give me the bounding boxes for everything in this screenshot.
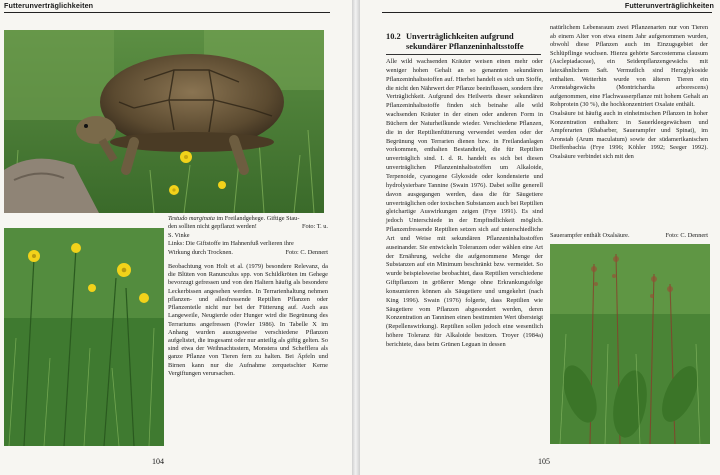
sorrel-credit: Foto: C. Dennert xyxy=(665,232,708,239)
sorrel-caption-text: Sauerampfer enthält Oxalsäure. xyxy=(550,232,630,239)
right-page xyxy=(360,0,720,475)
sorrel-photo xyxy=(550,244,710,444)
tortoise-illustration xyxy=(4,30,324,213)
section-number: 10.2 xyxy=(386,32,401,41)
right-column-1-text: Alle wild wachsenden Kräuter weisen einen mehr oder weniger hohen Gehalt an so genannten sekundären Pflanzeninhaltsstoffen auf. Hierbei handelt es sich um Stoffe, die nicht den Nährwert der Pflanze beeinflussen, sondern ihre Verträglichkeit. Aufgrund des Heilwerts dieser sekundären Pflanzeninhaltsstoffe finden sich beinahe alle wild wachsenden Kräuter in der einen oder anderen Form in Büchern der Naturheilkunde wieder. Verschiedene Pflanzen, die in der Reptilienfütterung verwendet werden oder der Begrünung von Terrarien dienen bzw. in Freilandanlagen vorkommen, enthalten Bestandteile, die für Reptilien unverträglich sind. I. d. R. handelt es sich bei diesen unverträglichen Pflanzeninhaltsstoffen um Alkaloide, Terpenoide, cyanogene Glykoside oder kondensierte und hydrolysierbare Tannine (Swain 1976). Dabei sollte generell davon ausgegangen werden, dass die für Säugetiere unverträglichen oder toxischen Substanzen auch bei Reptilien gleichartige Auswirkungen zeigen (Frye 1991). Es sind jedoch Unterschiede in der Empfindlichkeit möglich. Pflanzenfressende Reptilien setzen sich auf unterschiedliche Art und Weise mit sekundären Pflanzeninhaltsstoffen auseinander. Sie entwickeln Toleranzen oder wählen eine Art der Ernährung, welche die aufgenommene Menge der Substanzen auf ein Minimum beschränkt bzw. vermeidet. So wurde beispielsweise beobachtet, dass Reptilien verschiedene Giftpflanzen in größerer Menge ohne Erkrankungsfolge konsumieren können als Säugetiere und umgekehrt (nach King 1996). Swain (1976) folgerte, dass Reptilien wie Säugetiere vom Pflanzen abgesondert werden, deren Konzentration an Tanninen einen bestimmten Wert übersteigt (Repellenswirkung). Reptilien sollen jedoch eine wesentlich höhere Toleranz für Alkaloide besitzen. Troyer (1984a) berichtete, dass beim Grünen Leguan in dessen xyxy=(386,58,543,348)
running-head-right: Futterunverträglichkeiten xyxy=(624,1,714,10)
section-title-line2: sekundärer Pflanzeninhaltsstoffe xyxy=(406,42,524,51)
header-rule-left xyxy=(4,12,330,13)
left-body-text: Beobachtung von Holt et al. (1979) besondere Relevanz, da die Blüten von Ranunculus spp. von Schildkröten im Gehege bevorzugt gefressen und von den Haltern häufig als besondere Leckerbissen angesehen werden. In Terrarienhaltung nehmen pflanzen- und allesfressende Reptilien Pflanzen oder Pflanzenteile nicht nur bei der Fütterung auf. Auch aus Langeweile, Neugierde oder Hunger wird die Begrünung des Terrariums angefressen (Fowler 1986). In Tabelle X im Anhang wurden auszugsweise verschiedene Pflanzen aufgelistet, die insgesamt oder nur anteilig als giftig gelten. So sind etwa der Weihnachtsstern, Monstera und Schefflera als ganze Pflanze von Tieren fern zu halten. Bei Äpfeln und Birnen kann nur die Aufnahme zerquetschter Kerne Vergiftungen verursachen. xyxy=(168,263,328,377)
section-heading xyxy=(386,32,541,52)
tortoise-caption: Testudo marginata im Freilandgehege. Giftige Stau- den sollten nicht gepflanzt werden! Foto: T. u. S. Vinke Links: Die Giftstoffe im Hahnenfuß verlieren ihre Wirkung durch Trocknen. Foto: C. Dennert xyxy=(168,215,328,256)
caption-credit-2: Foto: C. Dennert xyxy=(285,248,328,256)
left-page xyxy=(0,0,352,475)
running-head-left: Futterunverträglichkeiten xyxy=(4,1,94,10)
sorrel-illustration xyxy=(550,244,710,444)
tortoise-photo xyxy=(4,30,324,213)
right-column-2-text: natürlichem Lebensraum zwei Pflanzenarten nur von Tieren ab einem Alter von etwa einem Jahr aufgenommen wurden, obwohl diese Pflanzen auch im Einzugsgebiet der Schlüpflinge wuchsen. Hierzu gehörte Sarcostemma clausum (Asclepiadaceae), ein Seidenpflanzengewächs mit latexähnlichem Saft. Vermutlich sind Herzglykoside enthalten. Weiterhin wurde von älteren Tieren ein Aronstabgewächs (Montrichardia arborescens) aufgenommen, eine Flachwasserpflanze mit hohem Gehalt an Rohprotein (30 %), die hochkonzentriert Oxalate enthält. xyxy=(550,24,708,109)
left-body-column xyxy=(168,263,328,378)
header-rule-right xyxy=(382,12,712,13)
buttercup-photo xyxy=(4,228,164,446)
caption-species: Testudo marginata xyxy=(168,215,215,222)
page-number-right: 105 xyxy=(538,457,550,466)
page-number-left: 104 xyxy=(152,457,164,466)
book-gutter xyxy=(352,0,360,475)
right-column-1 xyxy=(386,58,543,350)
right-column-2 xyxy=(550,24,708,162)
section-title-line1: Unverträglichkeiten aufgrund xyxy=(406,32,514,41)
sorrel-caption xyxy=(550,232,708,240)
buttercup-illustration xyxy=(4,228,164,446)
right-column-2-text-b: Oxalsäure ist häufig auch in einheimischen Pflanzen in hoher Konzentration enthalten: in Sauerkleegewächsen und Ampferarten (Rhabarber, Sauerampfer und Spinat), im Aronstab (Arum maculatum) sowie der südamerikanischen Dieffenbachia (Frye 1996; Köhler 1992; Seeger 1992). Oxalsäure verbindet sich mit den xyxy=(550,109,708,160)
heading-rule xyxy=(386,54,541,55)
caption-credit-1: Foto: T. u. xyxy=(301,223,328,231)
